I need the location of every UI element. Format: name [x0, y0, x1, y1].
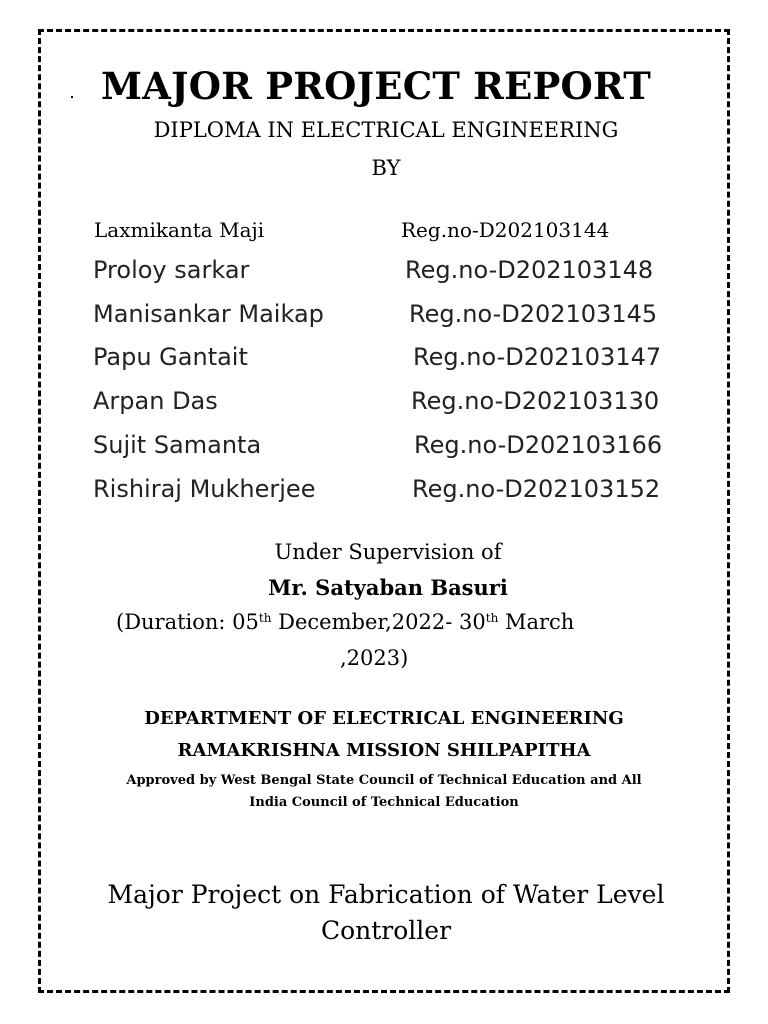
project-title-line: Major Project on Fabrication of Water Level — [107, 880, 665, 909]
project-title-line: Controller — [320, 916, 452, 945]
supervisor-name: Mr. Satyaban Basuri — [268, 575, 508, 600]
member-name: Sujit Samanta — [93, 431, 262, 459]
member-name: Proloy sarkar — [93, 256, 250, 284]
member-name: Papu Gantait — [93, 343, 248, 371]
duration-ordinal: th — [485, 611, 499, 625]
approval-line: India Council of Technical Education — [249, 795, 519, 810]
member-reg: Reg.no-D202103148 — [405, 256, 654, 284]
duration-ordinal: th — [258, 611, 272, 625]
project-title — [2, 877, 768, 949]
approval-note — [0, 770, 768, 814]
member-name: Laxmikanta Maji — [94, 218, 265, 242]
member-name: Arpan Das — [93, 387, 218, 415]
duration-mid: December,2022- 30 — [271, 610, 486, 634]
supervision-label: Under Supervision of — [274, 540, 502, 564]
diploma-subtitle: DIPLOMA IN ELECTRICAL ENGINEERING — [153, 118, 619, 142]
duration-line — [116, 610, 574, 634]
member-reg: Reg.no-D202103152 — [412, 475, 661, 503]
member-reg: Reg.no-D202103144 — [401, 218, 610, 242]
member-reg: Reg.no-D202103166 — [414, 431, 663, 459]
member-reg: Reg.no-D202103145 — [409, 300, 658, 328]
department-name: DEPARTMENT OF ELECTRICAL ENGINEERING — [144, 708, 624, 729]
member-name: Rishiraj Mukherjee — [93, 475, 316, 503]
duration-end: March — [498, 610, 575, 634]
institute-name: RAMAKRISHNA MISSION SHILPAPITHA — [177, 740, 591, 761]
member-reg: Reg.no-D202103147 — [413, 343, 662, 371]
duration-year: ,2023) — [340, 646, 409, 670]
report-title: MAJOR PROJECT REPORT — [100, 64, 652, 108]
member-name: Manisankar Maikap — [93, 300, 324, 328]
member-reg: Reg.no-D202103130 — [411, 387, 660, 415]
approval-line: Approved by West Bengal State Council of Technical Education and All — [126, 773, 642, 788]
duration-open: (Duration: 05 — [116, 610, 259, 634]
by-label: BY — [371, 156, 401, 180]
